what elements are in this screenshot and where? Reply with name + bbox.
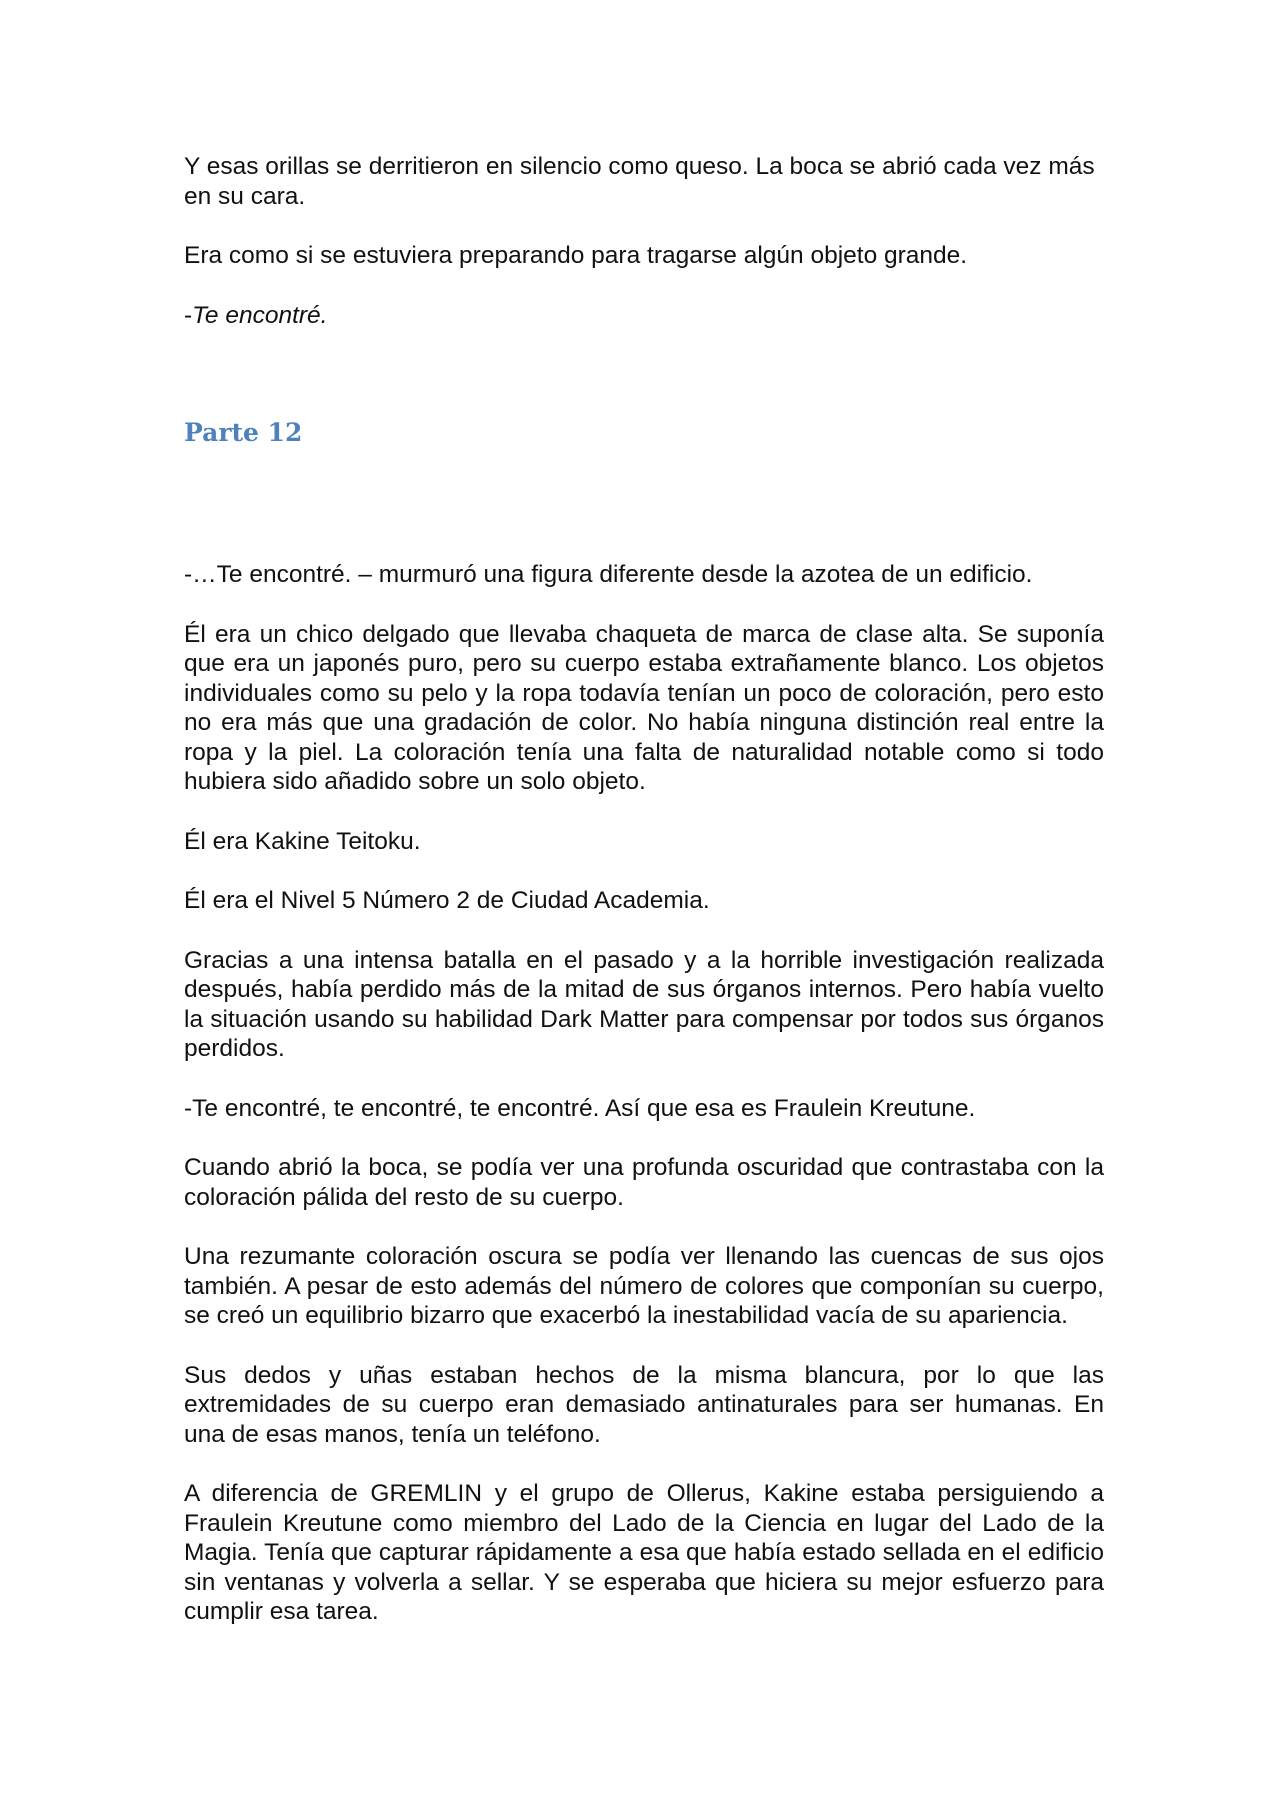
paragraph: Gracias a una intensa batalla en el pasado y a la horrible investigación realizada después, había perdido más de la mitad de sus órganos internos. Pero había vuelto la situación usando su habilidad Dark Matter para compensar por todos sus órganos perdidos. — [184, 946, 1104, 1062]
section-heading: Parte 12 — [184, 418, 303, 447]
paragraph: Él era el Nivel 5 Número 2 de Ciudad Academia. — [184, 887, 710, 914]
paragraph: Él era un chico delgado que llevaba chaqueta de marca de clase alta. Se suponía que era un japonés puro, pero su cuerpo estaba extrañamente blanco. Los objetos individuales como su pelo y la ropa todavía tenían un poco de coloración, pero esto no era más que una gradación de color. No había ninguna distinción real entre la ropa y la piel. La coloración tenía una falta de naturalidad notable como si todo hubiera sido añadido sobre un solo objeto. — [184, 620, 1104, 795]
paragraph: Cuando abrió la boca, se podía ver una profunda oscuridad que contrastaba con la coloración pálida del resto de su cuerpo. — [184, 1154, 1104, 1211]
document-body — [184, 152, 1104, 1657]
dash-prefix: - — [184, 301, 193, 329]
paragraph: Sus dedos y uñas estaban hechos de la misma blancura, por lo que las extremidades de su cuerpo eran demasiado antinaturales para ser humanas. En una de esas manos, tenía un teléfono. — [184, 1361, 1104, 1448]
italic-dialogue: Te encontré. — [192, 301, 328, 329]
paragraph: A diferencia de GREMLIN y el grupo de Ollerus, Kakine estaba persiguiendo a Fraulein Kreutune como miembro del Lado de la Ciencia en lugar del Lado de la Magia. Tenía que capturar rápidamente a esa que había estado sellada en el edificio sin ventanas y volverla a sellar. Y se esperaba que hiciera su mejor esfuerzo para cumplir esa tarea. — [184, 1480, 1104, 1625]
paragraph: Era como si se estuviera preparando para tragarse algún objeto grande. — [184, 242, 968, 269]
italic-line — [184, 301, 1104, 331]
paragraph: -Te encontré, te encontré, te encontré. Así que esa es Fraulein Kreutune. — [184, 1094, 976, 1122]
paragraph: Una rezumante coloración oscura se podía ver llenando las cuencas de sus ojos también. A pesar de esto además del número de colores que componían su cuerpo, se creó un equilibrio bizarro que exacerbó la inestabilidad vacía de su apariencia. — [184, 1243, 1104, 1329]
paragraph: -…Te encontré. – murmuró una figura diferente desde la azotea de un edificio. — [184, 561, 1033, 588]
paragraph: Él era Kakine Teitoku. — [184, 827, 421, 855]
paragraph: Y esas orillas se derritieron en silencio como queso. La boca se abrió cada vez más en su cara. — [184, 153, 1095, 210]
